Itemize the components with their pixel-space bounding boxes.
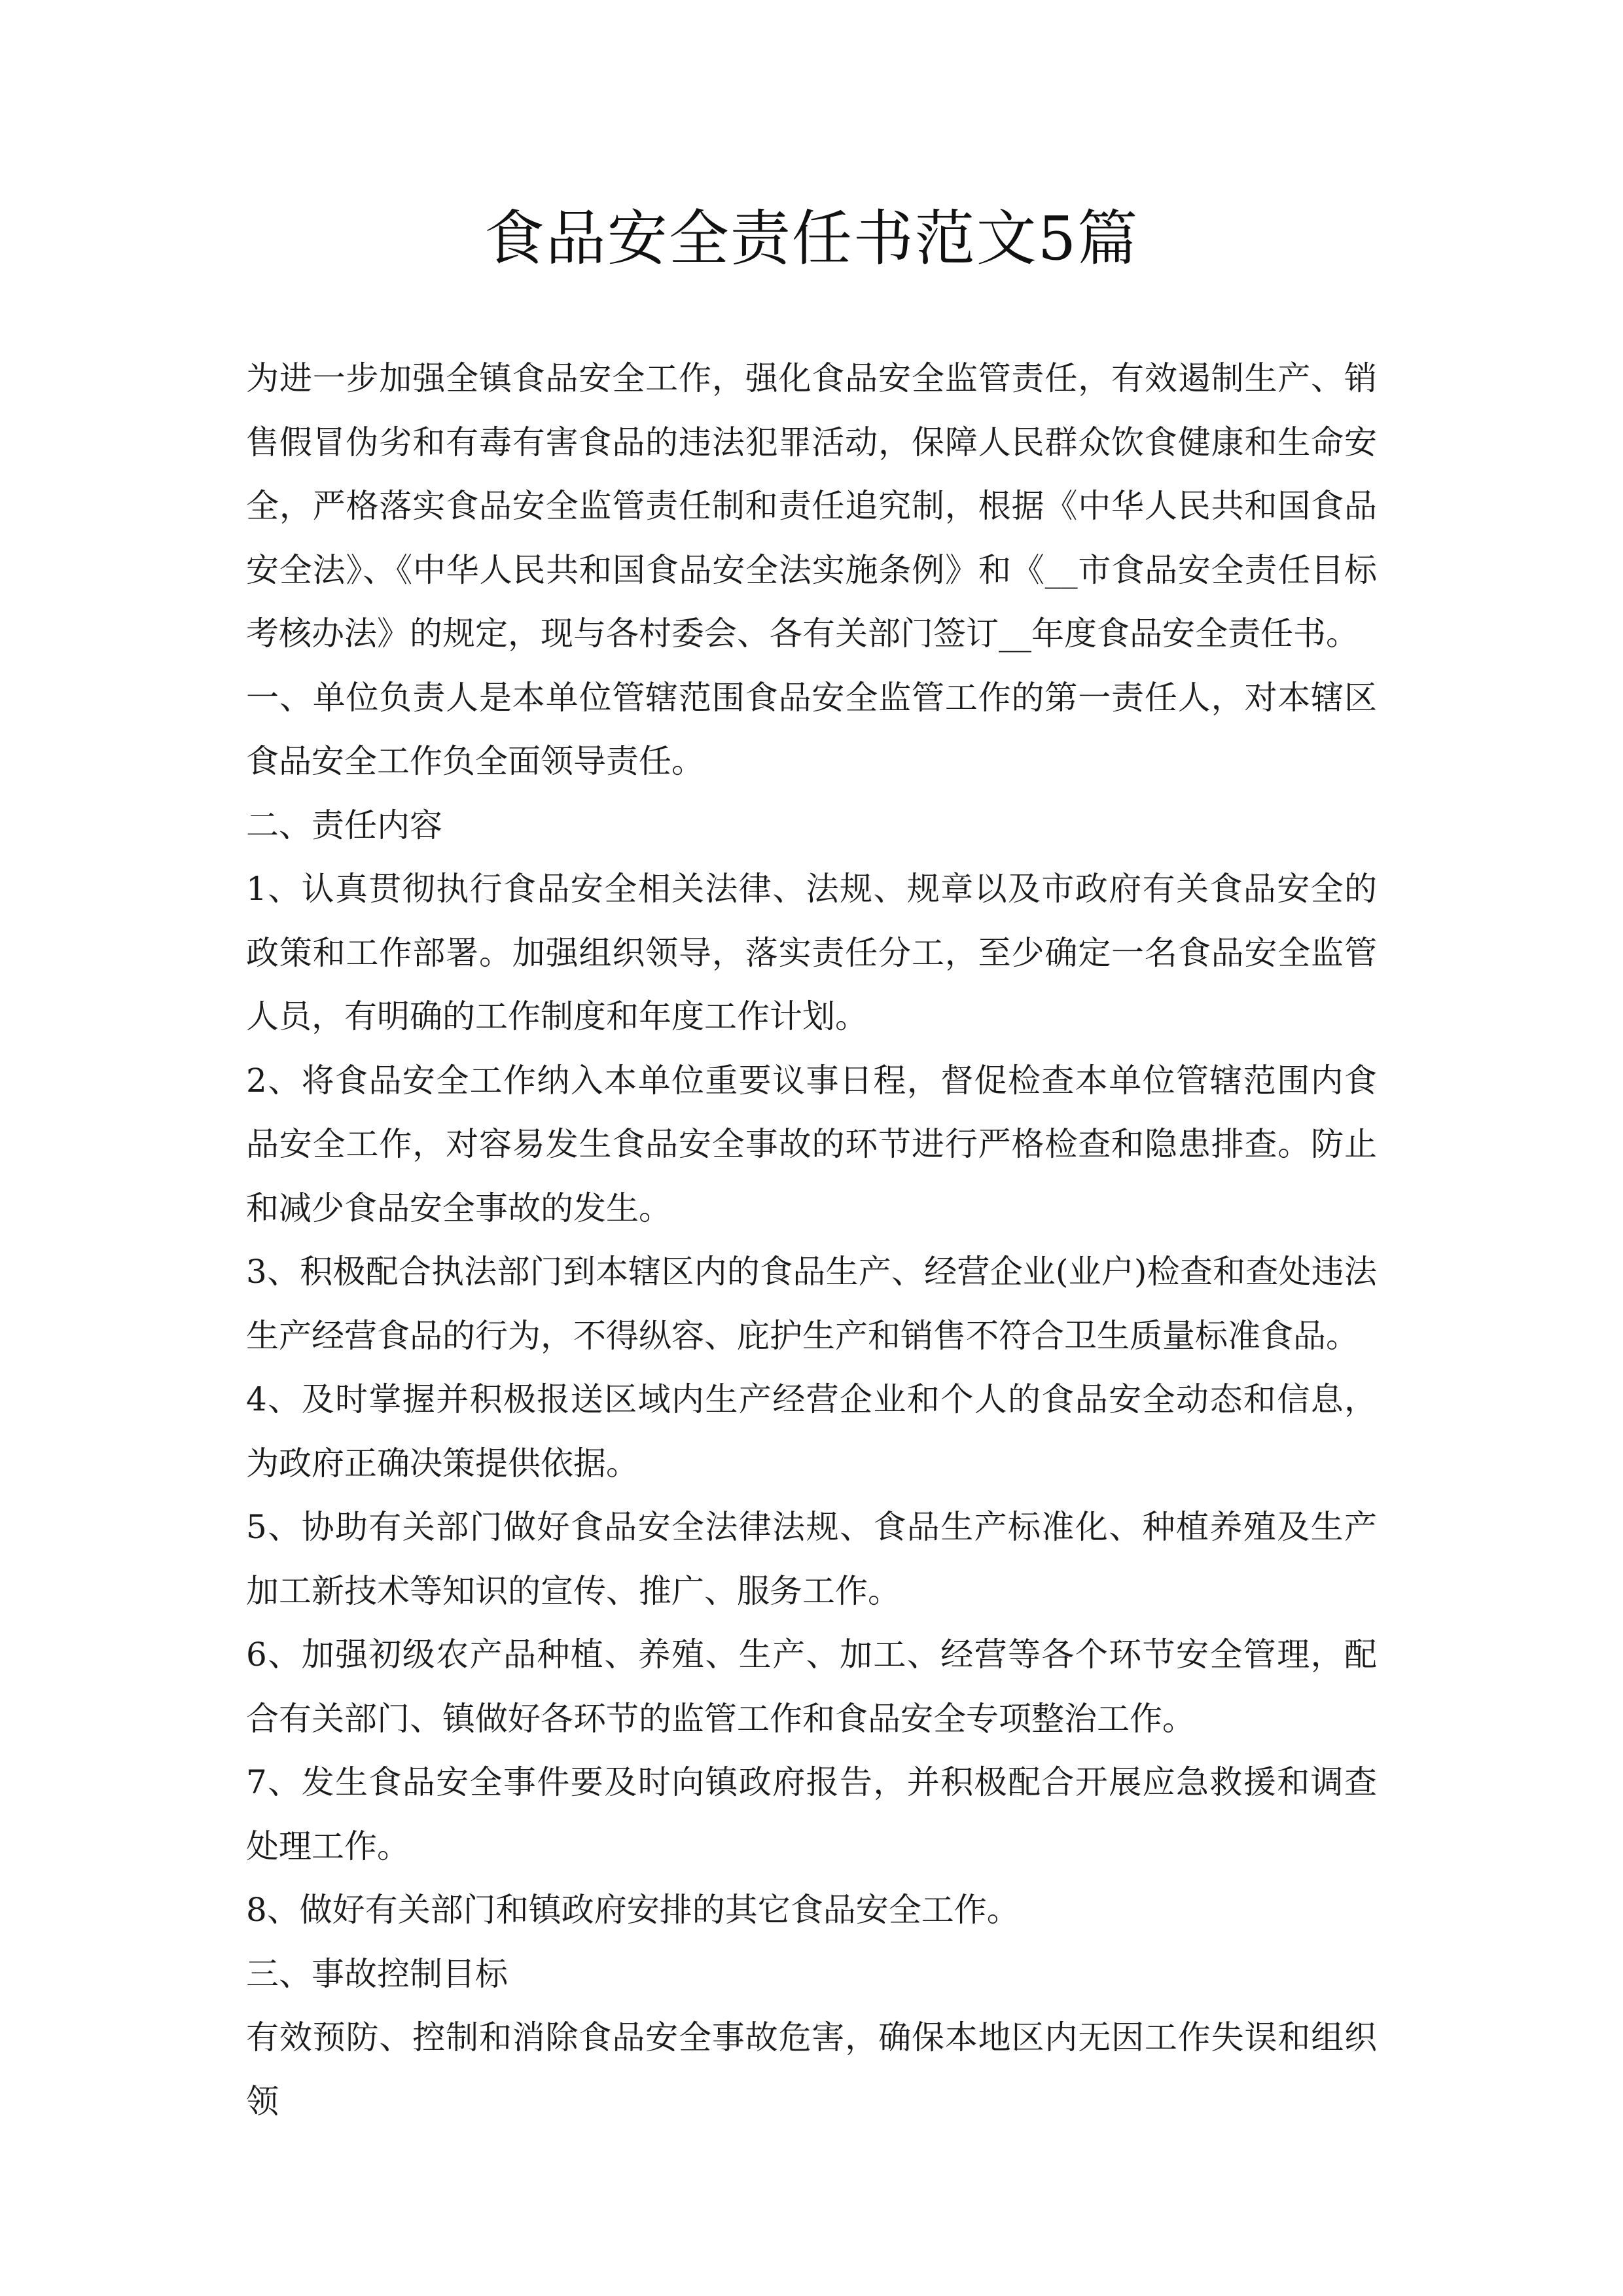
- list-item-8: 8、做好有关部门和镇政府安排的其它食品安全工作。: [246, 1891, 1020, 1929]
- heading-accident-control: 三、事故控制目标: [246, 1954, 508, 1993]
- paragraph-accident-control: 有效预防、控制和消除食品安全事故危害，确保本地区内无因工作失误和组织领: [246, 2018, 1377, 2121]
- list-item-4: 4、及时掌握并积极报送区域内生产经营企业和个人的食品安全动态和信息，为政府正确决策提供依据。: [246, 1380, 1377, 1482]
- document-body: [246, 347, 1377, 2134]
- list-item-6: 6、加强初级农产品种植、养殖、生产、加工、经营等各个环节安全管理，配合有关部门、镇做好各环节的监管工作和食品安全专项整治工作。: [246, 1636, 1377, 1738]
- list-item-5: 5、协助有关部门做好食品安全法律法规、食品生产标准化、种植养殖及生产加工新技术等知识的宣传、推广、服务工作。: [246, 1508, 1377, 1610]
- list-item-1: 1、认真贯彻执行食品安全相关法律、法规、规章以及市政府有关食品安全的政策和工作部署。加强组织领导，落实责任分工，至少确定一名食品安全监管人员，有明确的工作制度和年度工作计划。: [246, 870, 1377, 1035]
- heading-responsibilities: 二、责任内容: [246, 806, 442, 844]
- list-item-2: 2、将食品安全工作纳入本单位重要议事日程，督促检查本单位管辖范围内食品安全工作，对容易发生食品安全事故的环节进行严格检查和隐患排查。防止和减少食品安全事故的发生。: [246, 1061, 1377, 1227]
- list-item-3: 3、积极配合执法部门到本辖区内的食品生产、经营企业(业户)检查和查处违法生产经营食品的行为，不得纵容、庇护生产和销售不符合卫生质量标准食品。: [246, 1253, 1377, 1355]
- document-title: 食品安全责任书范文5篇: [484, 204, 1139, 274]
- paragraph-intro: 为进一步加强全镇食品安全工作，强化食品安全监管责任，有效遏制生产、销售假冒伪劣和有毒有害食品的违法犯罪活动，保障人民群众饮食健康和生命安全，严格落实食品安全监管责任制和责任追究制，根据《中华人民共和国食品安全法》、《中华人民共和国食品安全法实施条例》和《__市食品安全责任目标考核办法》的规定，现与各村委会、各有关部门签订__年度食品安全责任书。: [246, 359, 1377, 653]
- list-item-7: 7、发生食品安全事件要及时向镇政府报告，并积极配合开展应急救援和调查处理工作。: [246, 1763, 1377, 1865]
- paragraph-section-1: 一、单位负责人是本单位管辖范围食品安全监管工作的第一责任人，对本辖区食品安全工作负全面领导责任。: [246, 678, 1377, 780]
